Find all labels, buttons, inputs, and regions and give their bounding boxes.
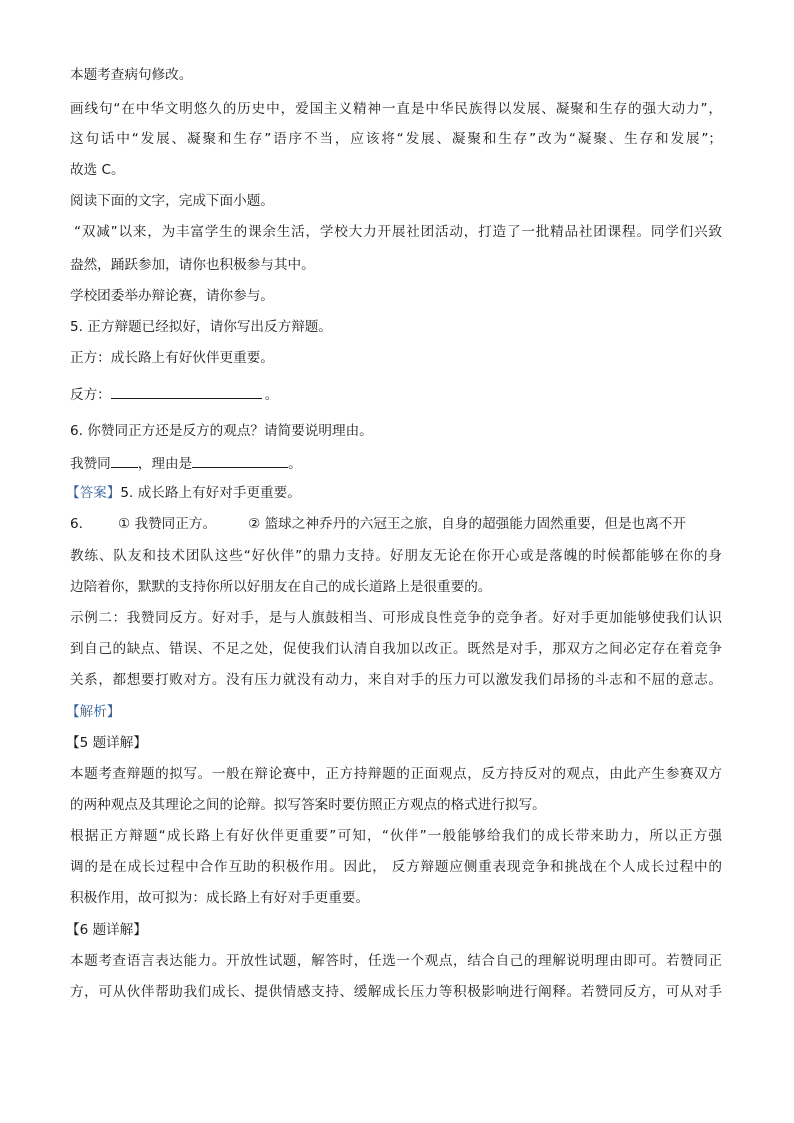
text-line: “双减”以来，为丰富学生的课余生活，学校大力开展社团活动，打造了一批精品社团课程。同学们兴致 [74, 224, 722, 240]
section-heading-5: 【5 题详解】 [66, 735, 147, 751]
fill-blank[interactable] [111, 384, 262, 399]
answer-text: 5. 成长路上有好对手更重要。 [120, 485, 301, 501]
text-line: 阅读下面的文字，完成下面小题。 [70, 193, 274, 209]
text-line: 方，可从伙伴帮助我们成长、提供情感支持、缓解成长压力等积极影响进行阐释。若赞同反方，可从对手 [70, 984, 722, 1000]
blank-label: ，理由是 [137, 456, 193, 472]
answer-text: 我赞同正方。 [134, 516, 217, 532]
text-line: 的两种观点及其理论之间的论辩。拟写答案时要仿照正方观点的格式进行拟写。 [70, 797, 546, 813]
text-line: 根据正方辩题“成长路上有好伙伴更重要”可知，“伙伴”一般能够给我们的成长带来助力，所以正方强 [70, 828, 722, 844]
blank-label: 反方： [70, 387, 111, 403]
text-line: 教练、队友和技术团队这些“好伙伴”的鼎力支持。好朋友无论在你开心或是落魄的时候都能够在你的身 [70, 548, 722, 564]
text-line: 到自己的缺点、错误、不足之处，促使我们认清自我加以改正。既然是对手，那双方之间必定存在着竞争 [70, 641, 722, 657]
text-line: 本题考查辩题的拟写。一般在辩论赛中，正方持辩题的正面观点，反方持反对的观点，由此产生参赛双方 [70, 766, 722, 782]
text-line: 盎然，踊跃参加，请你也积极参与其中。 [70, 257, 315, 273]
answer-number: 6. [70, 516, 83, 532]
blank-end: 。 [288, 456, 302, 472]
fill-blank[interactable] [192, 453, 288, 468]
blank-label: 我赞同 [70, 456, 111, 472]
answer-text: 篮球之神乔丹的六冠王之旅，自身的超强能力固然重要，但是也离不开 [264, 516, 686, 532]
text-line: 调的是在成长过程中合作互助的积极作用。因此， 反方辩题应侧重表现竞争和挑战在个人成长过程中的 [70, 859, 722, 875]
text-line: 本题考查病句修改。 [70, 67, 193, 83]
question-6: 6. 你赞同正方还是反方的观点？请简要说明理由。 [70, 423, 373, 439]
answer-blank-line [70, 453, 302, 473]
text-line: 关系，都想要打败对方。没有压力就没有动力，来自对手的压力可以激发我们昂扬的斗志和不屈的意志。 [70, 672, 722, 688]
circled-number: ② [248, 516, 261, 532]
text-line: 这句话中“发展、凝聚和生存”语序不当，应该将“发展、凝聚和生存”改为“凝聚、生存和发展”； [70, 131, 722, 147]
analysis-tag: 【解析】 [66, 704, 121, 720]
answer-blank-line [70, 384, 278, 404]
fill-blank[interactable] [111, 453, 138, 468]
text-line: 学校团委举办辩论赛，请你参与。 [70, 288, 274, 304]
text-line: 画线句“在中华文明悠久的历史中，爱国主义精神一直是中华民族得以发展、凝聚和生存的强大动力”， [70, 101, 722, 117]
answer-6-line [70, 515, 686, 533]
blank-end: 。 [264, 387, 279, 403]
text-line: 积极作用，故可拟为：成长路上有好对手更重要。 [70, 890, 370, 906]
text-line: 本题考查语言表达能力。开放性试题，解答时，任选一个观点，结合自己的理解说明理由即可。若赞同正 [70, 953, 722, 969]
circled-number: ① [117, 516, 131, 532]
section-heading-6: 【6 题详解】 [66, 922, 147, 938]
question-5: 5. 正方辩题已经拟好，请你写出反方辩题。 [70, 319, 332, 335]
text-line: 示例二：我赞同反方。好对手，是与人旗鼓相当、可形成良性竞争的竞争者。好对手更加能够使我们认识 [70, 610, 722, 626]
answer-tag: 【答案】 [66, 485, 121, 501]
text-line: 边陪着你，默默的支持你所以好朋友在自己的成长道路上是很重要的。 [70, 579, 492, 595]
answer-line [66, 484, 301, 502]
text-line: 正方：成长路上有好伙伴更重要。 [70, 350, 274, 366]
text-line: 故选 C。 [70, 162, 125, 178]
